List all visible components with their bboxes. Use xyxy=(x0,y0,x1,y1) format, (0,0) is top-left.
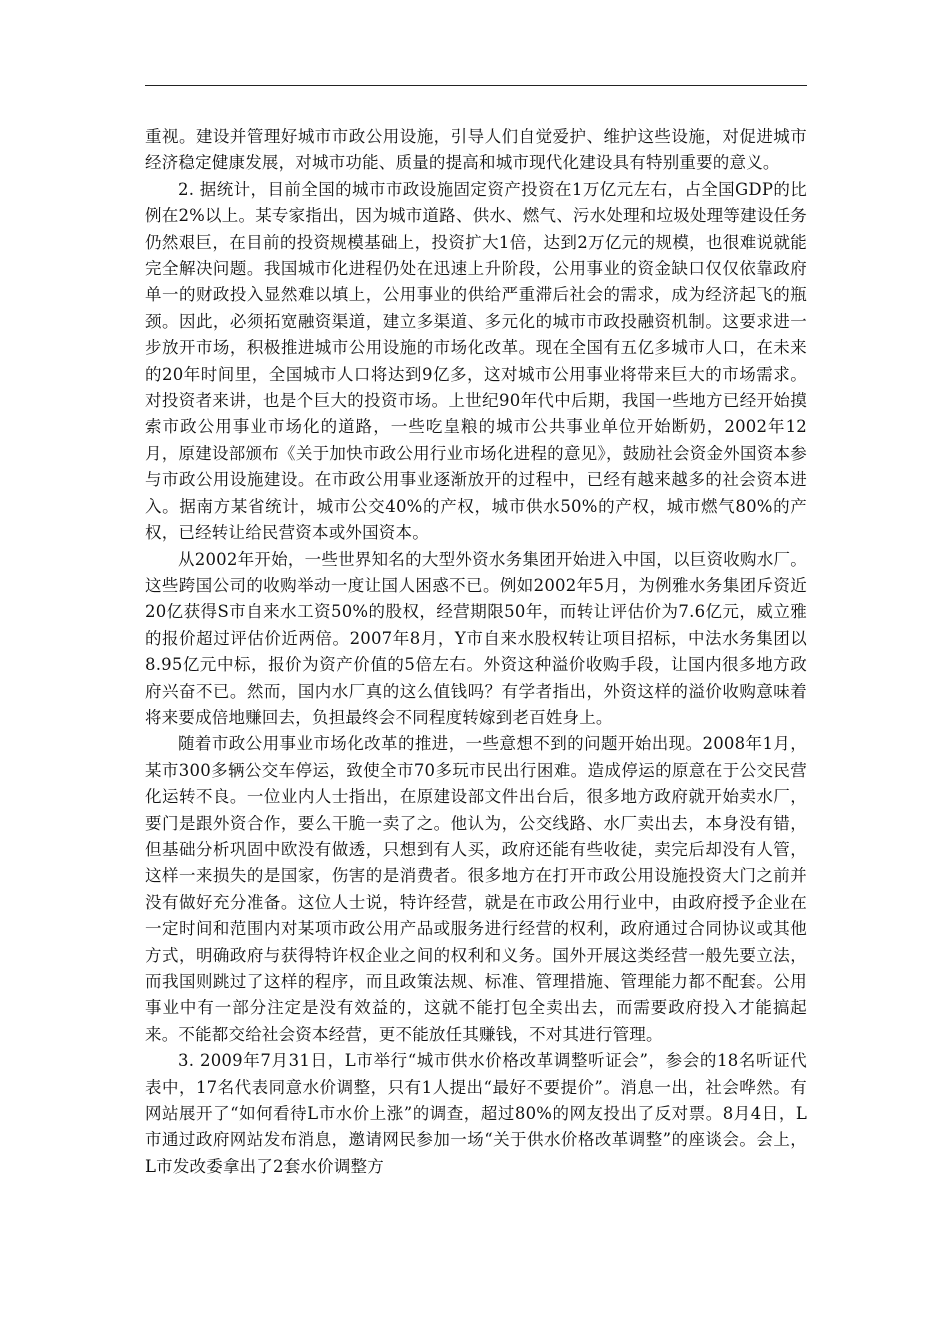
paragraph-5: 3. 2009年7月31日，L市举行“城市供水价格改革调整听证会”，参会的18名听证代表中，17名代表同意水价调整，只有1人提出“最好不要提价”。消息一出，社会哗然。有网站展开了“如何看待L市水价上涨”的调查，超过80%的网友投出了反对票。8月4日，L市通过政府网站发布消息，邀请网民参加一场“关于供水价格改革调整”的座谈会。会上，L市发改委拿出了2套水价调整方 xyxy=(145,1051,807,1176)
paragraph-2: 2. 据统计，目前全国的城市市政设施固定资产投资在1万亿元左右，占全国GDP的比例在2%以上。某专家指出，因为城市道路、供水、燃气、污水处理和垃圾处理等建设任务仍然艰巨，在目前的投资规模基础上，投资扩大1倍，达到2万亿元的规模，也很难说就能完全解决问题。我国城市化进程仍处在迅速上升阶段，公用事业的资金缺口仅仅依靠政府单一的财政投入显然难以填上，公用事业的供给严重滞后社会的需求，成为经济起飞的瓶颈。因此，必须拓宽融资渠道，建立多渠道、多元化的城市市政投融资机制。这要求进一步放开市场，积极推进城市公用设施的市场化改革。现在全国有五亿多城市人口，在未来的20年时间里，全国城市人口将达到9亿多，这对城市公用事业将带来巨大的市场需求。对投资者来讲，也是个巨大的投资市场。上世纪90年代中后期，我国一些地方已经开始摸索市政公用事业市场化的道路，一些吃皇粮的城市公共事业单位开始断奶，2002年12月，原建设部颁布《关于加快市政公用行业市场化进程的意见》，鼓励社会资金外国资本参与市政公用设施建设。在市政公用事业逐渐放开的过程中，已经有越来越多的社会资本进入。据南方某省统计，城市公交40%的产权，城市供水50%的产权，城市燃气80%的产权，已经转让给民营资本或外国资本。 xyxy=(145,179,807,543)
paragraph-1: 重视。建设并管理好城市市政公用设施，引导人们自觉爱护、维护这些设施，对促进城市经济稳定健康发展，对城市功能、质量的提高和城市现代化建设具有特别重要的意义。 xyxy=(145,127,807,173)
paragraph-3: 从2002年开始，一些世界知名的大型外资水务集团开始进入中国，以巨资收购水厂。这些跨国公司的收购举动一度让国人困惑不已。例如2002年5月，为例雅水务集团斥资近20亿获得S市自来水工资50%的股权，经营期限50年，而转让评估价为7.6亿元，威立雅的报价超过评估价近两倍。2007年8月，Y市自来水股权转让项目招标，中法水务集团以8.95亿元中标，报价为资产价值的5倍左右。外资这种溢价收购手段，让国内很多地方政府兴奋不已。然而，国内水厂真的这么值钱吗？有学者指出，外资这样的溢价收购意味着将来要成倍地赚回去，负担最终会不同程度转嫁到老百姓身上。 xyxy=(145,549,807,727)
document-body xyxy=(145,124,807,1180)
paragraph-4: 随着市政公用事业市场化改革的推进，一些意想不到的问题开始出现。2008年1月，某市300多辆公交车停运，致使全市70多玩市民出行困难。造成停运的原意在于公交民营化运转不良。一位业内人士指出，在原建设部文件出台后，很多地方政府就开始卖水厂，要门是跟外资合作，要么干脆一卖了之。他认为，公交线路、水厂卖出去，本身没有错，但基础分析巩固中欧没有做透，只想到有人买，政府还能有些收徒，卖完后却没有人管，这样一来损失的是国家，伤害的是消费者。很多地方在打开市政公用设施投资大门之前并没有做好充分准备。这位人士说，特许经营，就是在市政公用行业中，由政府授予企业在一定时间和范围内对某项市政公用产品或服务进行经营的权利，政府通过合同协议或其他方式，明确政府与获得特许权企业之间的权利和义务。国外开展这类经营一般先要立法，而我国则跳过了这样的程序，而且政策法规、标准、管理措施、管理能力都不配套。公用事业中有一部分注定是没有效益的，这就不能打包全卖出去，而需要政府投入才能搞起来。不能都交给社会资本经营，更不能放任其赚钱，不对其进行管理。 xyxy=(145,734,807,1044)
header-rule xyxy=(145,85,807,86)
